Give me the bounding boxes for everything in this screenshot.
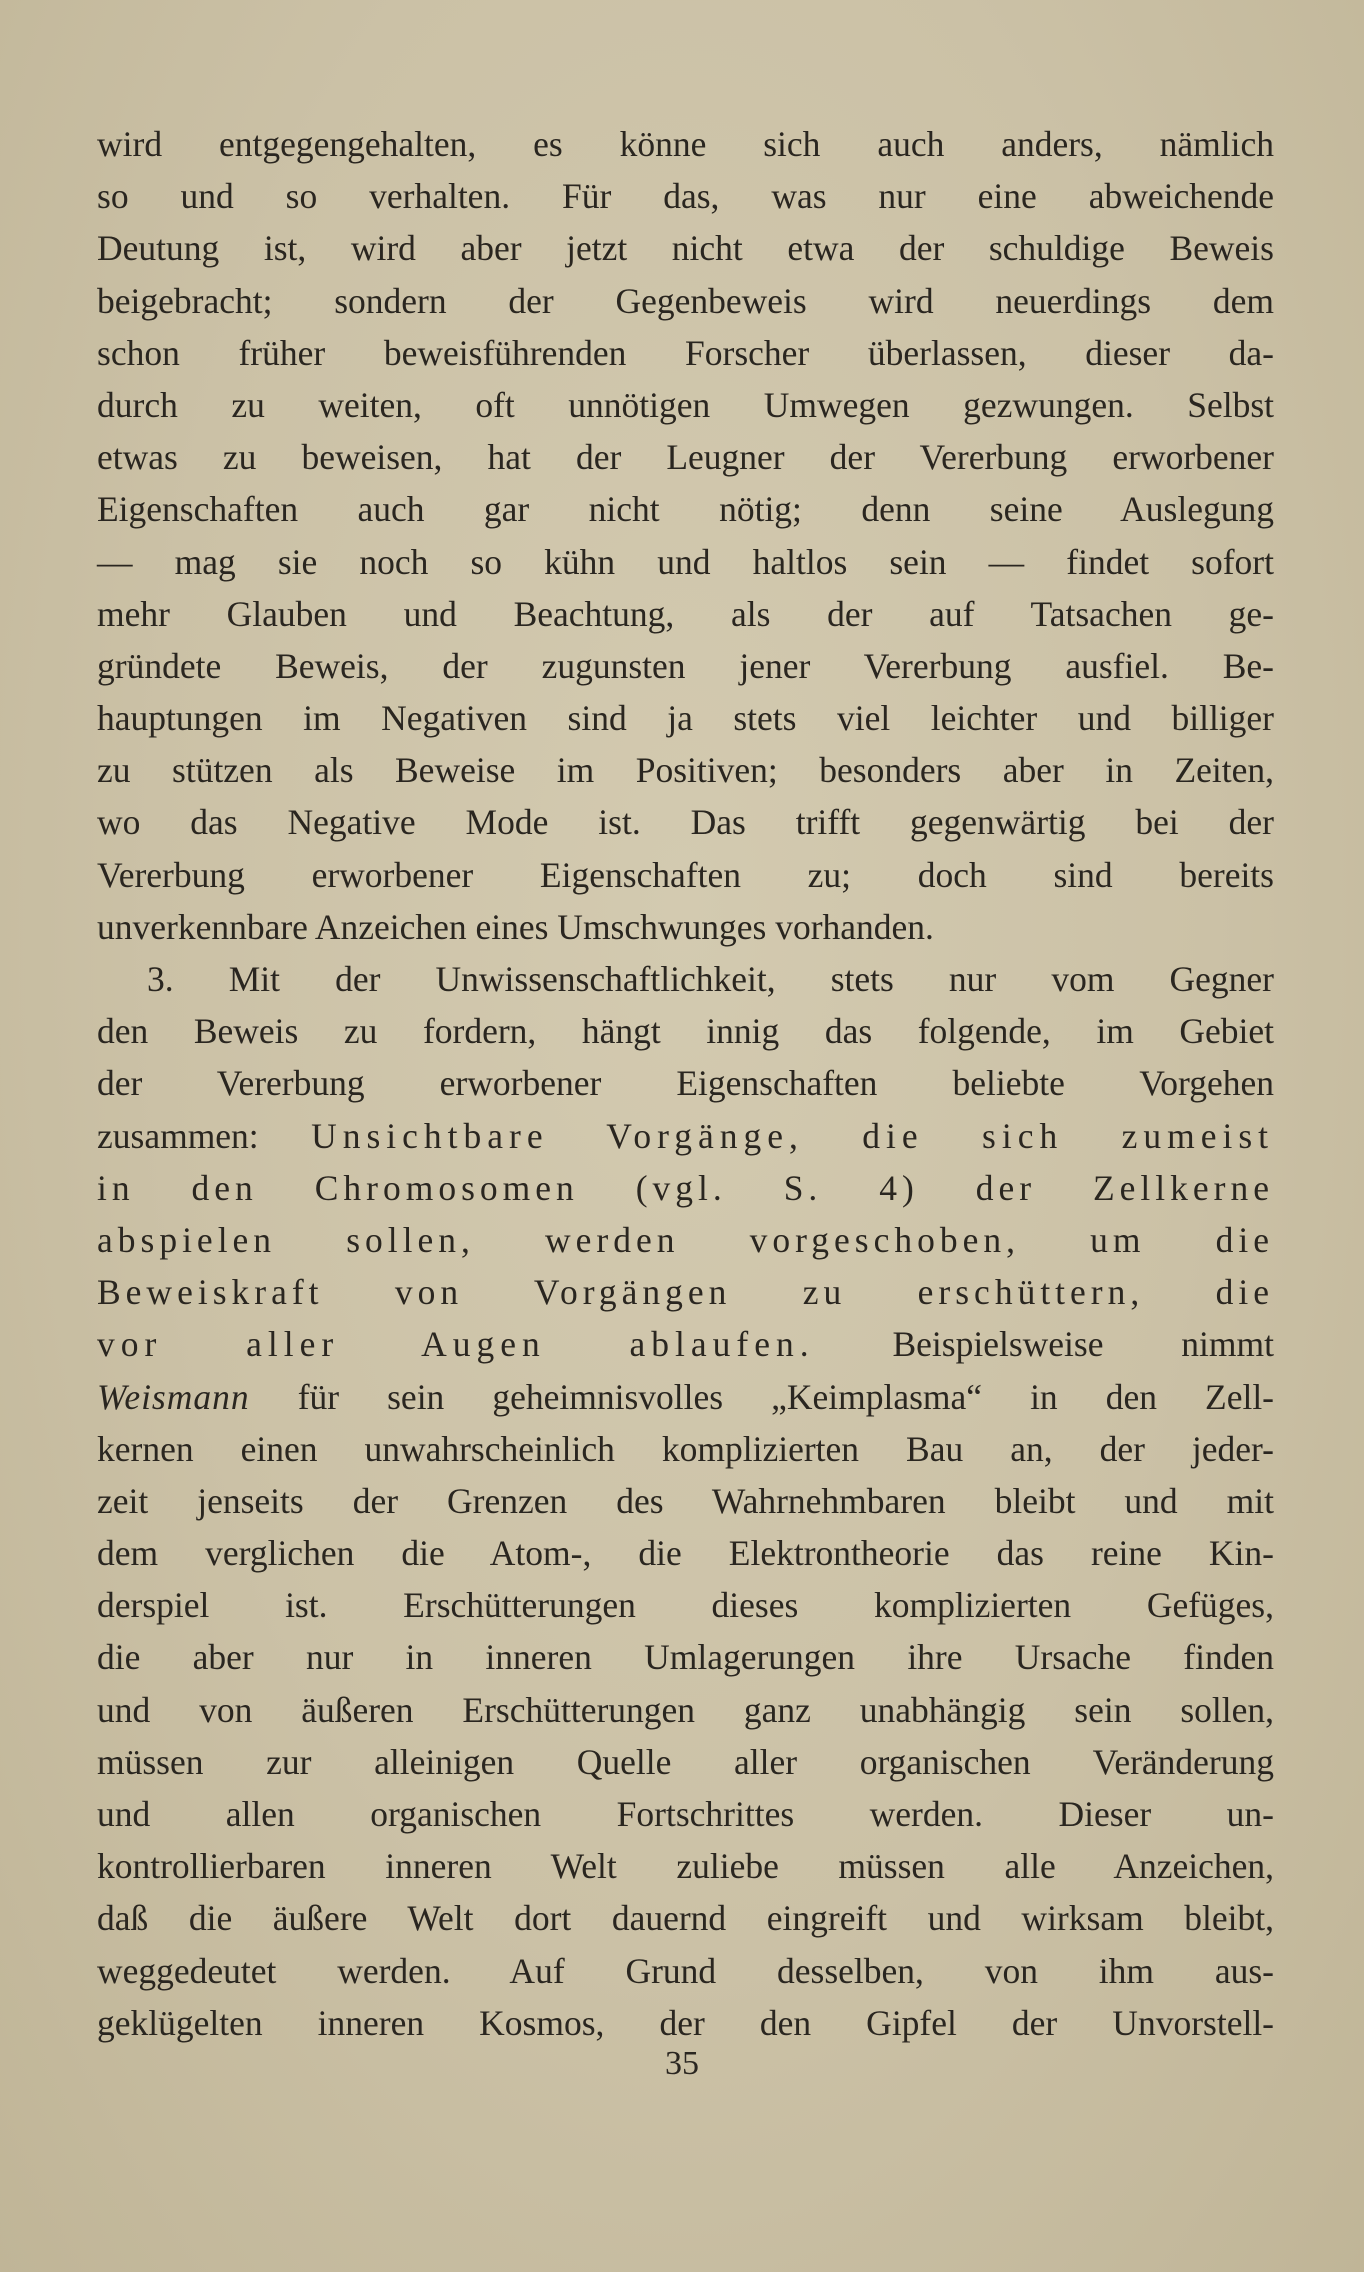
body-text: [97, 118, 1274, 2049]
text-line: die aber nur in inneren Umlagerungen ihre Ursache finden: [97, 1637, 1274, 1678]
text-line: wird entgegengehalten, es könne sich auch anders, nämlich: [97, 124, 1274, 164]
author-name-italic: Weismann: [97, 1376, 250, 1417]
text-line: dem verglichen die Atom-, die Elektrontheorie das reine Kin-: [97, 1533, 1274, 1574]
text-line: weggedeutet werden. Auf Grund desselben, von ihm aus-: [97, 1950, 1274, 1991]
spaced-emphasis: vor aller Augen ablaufen.: [97, 1324, 815, 1365]
text-line: geklügelten inneren Kosmos, der den Gipfel der Unvorstell-: [97, 2002, 1274, 2043]
page-number: 35: [665, 2045, 699, 2082]
text-line-mixed: [97, 1110, 1274, 1162]
text-line: — mag sie noch so kühn und haltlos sein — findet sofort: [97, 541, 1274, 582]
spaced-emphasis-line: abspielen sollen, werden vorgeschoben, um die: [97, 1219, 1274, 1260]
text-line: müssen zur alleinigen Quelle aller organischen Veränderung: [97, 1741, 1274, 1782]
text-line: gründete Beweis, der zugunsten jener Vererbung ausfiel. Be-: [97, 645, 1274, 686]
text-line: derspiel ist. Erschütterungen dieses komplizierten Gefüges,: [97, 1585, 1274, 1626]
text-line: zeit jenseits der Grenzen des Wahrnehmbaren bleibt und mit: [97, 1480, 1274, 1521]
text-run: zusammen:: [97, 1115, 259, 1156]
paragraph-end-line: unverkennbare Anzeichen eines Umschwunges vorhanden.: [97, 906, 934, 947]
text-line: der Vererbung erworbener Eigenschaften beliebte Vorgehen: [97, 1063, 1274, 1104]
text-line: kontrollierbaren inneren Welt zuliebe müssen alle Anzeichen,: [97, 1846, 1274, 1887]
text-run: Beispielsweise nimmt: [892, 1324, 1274, 1365]
text-line: kernen einen unwahrscheinlich komplizierten Bau an, der jeder-: [97, 1428, 1274, 1469]
text-line: mehr Glauben und Beachtung, als der auf Tatsachen ge-: [97, 593, 1274, 634]
text-line: wo das Negative Mode ist. Das trifft gegenwärtig bei der: [97, 802, 1274, 843]
paragraph-start-line: 3. Mit der Unwissenschaftlichkeit, stets nur vom Gegner: [147, 959, 1274, 999]
text-line: Vererbung erworbener Eigenschaften zu; doch sind bereits: [97, 854, 1274, 895]
text-line: daß die äußere Welt dort dauernd eingreift und wirksam bleibt,: [97, 1898, 1274, 1939]
text-line: und von äußeren Erschütterungen ganz unabhängig sein sollen,: [97, 1689, 1274, 1730]
text-line: Deutung ist, wird aber jetzt nicht etwa der schuldige Beweis: [97, 228, 1274, 269]
text-line: Eigenschaften auch gar nicht nötig; denn seine Auslegung: [97, 489, 1274, 530]
text-line: zu stützen als Beweise im Positiven; besonders aber in Zeiten,: [97, 750, 1274, 791]
text-line: beigebracht; sondern der Gegenbeweis wird neuerdings dem: [97, 280, 1274, 321]
text-line: schon früher beweisführenden Forscher überlassen, dieser da-: [97, 332, 1274, 373]
text-run: für sein geheimnisvolles „Keimplasma“ in den Zell-: [297, 1376, 1275, 1417]
text-line: hauptungen im Negativen sind ja stets viel leichter und billiger: [97, 698, 1274, 739]
text-line: und allen organischen Fortschrittes werden. Dieser un-: [97, 1794, 1274, 1834]
text-line: etwas zu beweisen, hat der Leugner der Vererbung erworbener: [97, 437, 1274, 478]
spaced-emphasis: Unsichtbare Vorgänge, die sich zumeist: [311, 1115, 1275, 1156]
text-line-mixed: [97, 1371, 1274, 1423]
text-line: so und so verhalten. Für das, was nur eine abweichende: [97, 176, 1274, 217]
text-line-mixed: [97, 1318, 1274, 1370]
spaced-emphasis-line: Beweiskraft von Vorgängen zu erschüttern, die: [97, 1272, 1274, 1313]
spaced-emphasis-line: in den Chromosomen (vgl. S. 4) der Zellkerne: [97, 1167, 1274, 1208]
text-line: den Beweis zu fordern, hängt innig das folgende, im Gebiet: [97, 1011, 1274, 1052]
text-line: durch zu weiten, oft unnötigen Umwegen gezwungen. Selbst: [97, 384, 1274, 425]
